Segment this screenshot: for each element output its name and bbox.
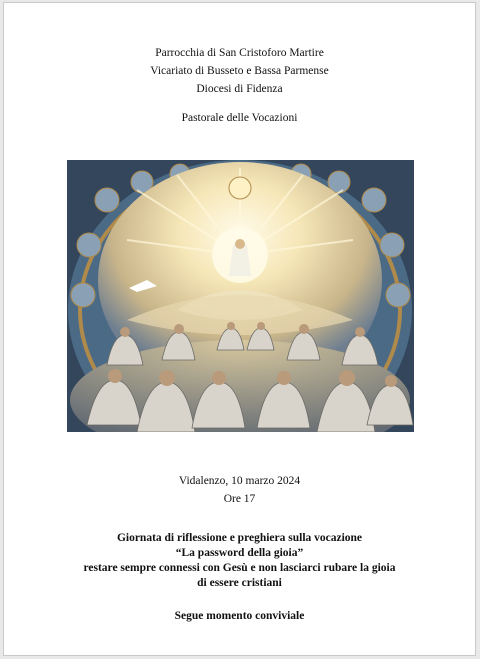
place-date: Vidalenzo, 10 marzo 2024: [178, 475, 301, 487]
vicariate-name: Vicariato di Busseto e Bassa Parmense: [150, 65, 329, 77]
diocese-name: Diocesi di Fidenza: [196, 83, 283, 95]
event-time: Ore 17: [223, 493, 256, 505]
title-line-1: Giornata di riflessione e preghiera sulla vocazione: [116, 532, 363, 544]
document-page: [3, 2, 476, 656]
title-line-4: di essere cristiani: [197, 577, 282, 589]
parish-name: Parrocchia di San Cristoforo Martire: [155, 47, 324, 59]
illustration-svg: [67, 160, 414, 432]
event-info: [4, 472, 475, 508]
title-line-2: “La password della gioia”: [175, 547, 304, 559]
footer-note: Segue momento conviviale: [174, 610, 305, 622]
pastorale-label: Pastorale delle Vocazioni: [181, 112, 298, 124]
cover-illustration: [67, 160, 414, 432]
event-title: [4, 531, 475, 591]
title-line-3: restare sempre connessi con Gesù e non lasciarci rubare la gioia: [83, 562, 396, 574]
header: [4, 44, 475, 98]
